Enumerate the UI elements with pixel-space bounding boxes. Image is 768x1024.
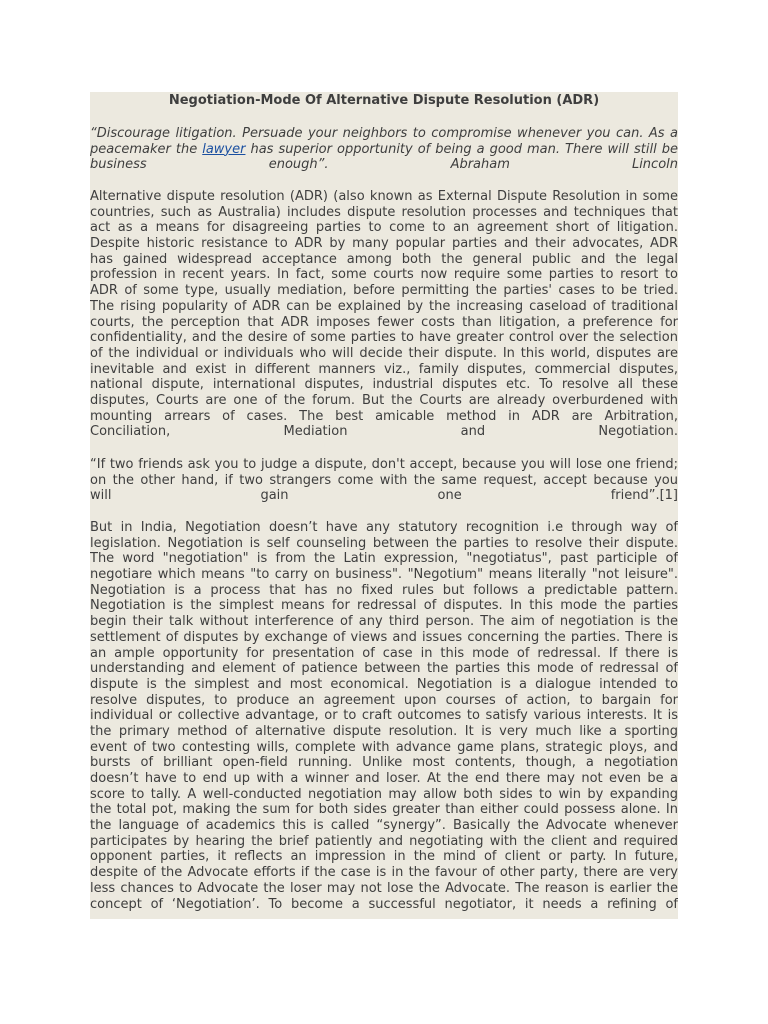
adr-intro-line: confidentiality, and the desire of some parties to have greater control over the selection — [90, 330, 678, 346]
negotiation-line: Negotiation is a process that has no fixed rules but follows a predictable pattern. — [90, 582, 678, 598]
adr-intro-paragraph — [90, 189, 678, 440]
adr-intro-line: national dispute, international disputes, industrial disputes etc. To resolve all these — [90, 377, 678, 393]
document-title: Negotiation-Mode Of Alternative Dispute Resolution (ADR) — [168, 93, 600, 108]
adr-intro-line: Conciliation, Mediation and Negotiation. — [90, 424, 678, 440]
negotiation-line: understanding and element of patience between the parties this mode of redressal of — [90, 661, 678, 677]
quote-text-before-link: “Discourage litigation. Persuade your neighbors to compromise whenever you can. As a — [90, 126, 678, 141]
adr-intro-line: countries, such as Australia) includes dispute resolution processes and techniques that — [90, 204, 678, 220]
negotiation-line: opponent parties, it reflects an impression in the mind of client or party. In future, — [90, 849, 678, 865]
negotiation-line: participates by hearing the brief patiently and negotiating with the client and required — [90, 833, 678, 849]
friends-quote-line: “If two friends ask you to judge a dispute, don't accept, because you will lose one friend; — [90, 457, 678, 472]
adr-intro-line: profession in recent years. In fact, some courts now require some parties to resort to — [90, 267, 678, 283]
friends-quote-line: on the other hand, if two strangers come with the same request, accept because you — [90, 472, 678, 488]
adr-intro-line: Alternative dispute resolution (ADR) (also known as External Dispute Resolution in some — [90, 189, 678, 204]
negotiation-paragraph — [90, 520, 678, 912]
adr-intro-line: The rising popularity of ADR can be explained by the increasing caseload of traditional — [90, 298, 678, 314]
negotiation-line: dispute is the simplest and most economical. Negotiation is a dialogue intended to — [90, 676, 678, 692]
adr-intro-line: of the individual or individuals who will decide their dispute. In this world, disputes are — [90, 345, 678, 361]
negotiation-line: resolve disputes, to produce an agreement upon courses of action, to bargain for — [90, 692, 678, 708]
negotiation-line: settlement of disputes by exchange of views and issues concerning the parties. There is — [90, 629, 678, 645]
adr-intro-line: Despite historic resistance to ADR by many popular parties and their advocates, ADR — [90, 236, 678, 252]
negotiation-line: legislation. Negotiation is self counseling between the parties to resolve their dispute. — [90, 535, 678, 551]
negotiation-line: But in India, Negotiation doesn’t have any statutory recognition i.e through way of — [90, 520, 678, 535]
adr-intro-line: disputes, Courts are one of the forum. But the Courts are already overburdened with — [90, 392, 678, 408]
adr-intro-line: inevitable and exist in different manners viz., family disputes, commercial disputes, — [90, 361, 678, 377]
adr-intro-line: mounting arrears of cases. The best amicable method in ADR are Arbitration, — [90, 408, 678, 424]
negotiation-line: less chances to Advocate the loser may not lose the Advocate. The reason is earlier the — [90, 880, 678, 896]
adr-intro-line: ADR of some type, usually mediation, before permitting the parties' cases to be tried. — [90, 283, 678, 299]
lincoln-quote — [90, 126, 678, 173]
document-page — [90, 92, 678, 919]
negotiation-line: event of two contesting wills, complete with advance game plans, strategic ploys, and — [90, 739, 678, 755]
quote-line: peacemaker the lawyer has superior opportunity of being a good man. There will still be — [90, 141, 678, 157]
negotiation-line: bursts of brilliant open-field running. Unlike most contents, though, a negotiation — [90, 755, 678, 771]
negotiation-line: despite of the Advocate efforts if the case is in the favour of other party, there are very — [90, 865, 678, 881]
adr-intro-line: act as a means for disagreeing parties to come to an agreement short of litigation. — [90, 220, 678, 236]
lawyer-link[interactable]: lawyer — [202, 141, 246, 157]
negotiation-line: the primary method of alternative dispute resolution. It is very much like a sporting — [90, 723, 678, 739]
friends-quote-line: will gain one friend”.[1] — [90, 488, 678, 504]
negotiation-line: Negotiation is the simplest means for redressal of disputes. In this mode the parties — [90, 598, 678, 614]
negotiation-line: individual or collective advantage, or to craft outcomes to satisfy various interests. It is — [90, 708, 678, 724]
adr-intro-line: has gained widespread acceptance among both the general public and the legal — [90, 251, 678, 267]
negotiation-line: the language of academics this is called “synergy”. Basically the Advocate whenever — [90, 818, 678, 834]
friends-quote — [90, 457, 678, 504]
negotiation-line: an ample opportunity for presentation of case in this mode of redressal. If there is — [90, 645, 678, 661]
negotiation-line: score to tally. A well-conducted negotiation may allow both sides to win by expanding — [90, 786, 678, 802]
negotiation-line: The word "negotiation" is from the Latin expression, "negotiatus", past participle of — [90, 551, 678, 567]
adr-intro-line: courts, the perception that ADR imposes fewer costs than litigation, a preference for — [90, 314, 678, 330]
negotiation-line: negotiare which means "to carry on business". "Negotium" means literally "not leisure". — [90, 567, 678, 583]
negotiation-line: the total pot, making the sum for both sides greater than either could possess alone. In — [90, 802, 678, 818]
negotiation-line: doesn’t have to end up with a winner and loser. At the end there may not even be a — [90, 771, 678, 786]
quote-author: business enough”. Abraham Lincoln — [90, 157, 678, 173]
negotiation-line: concept of ‘Negotiation’. To become a successful negotiator, it needs a refining of — [90, 896, 678, 912]
negotiation-line: begin their talk without interference of any third person. The aim of negotiation is the — [90, 614, 678, 630]
